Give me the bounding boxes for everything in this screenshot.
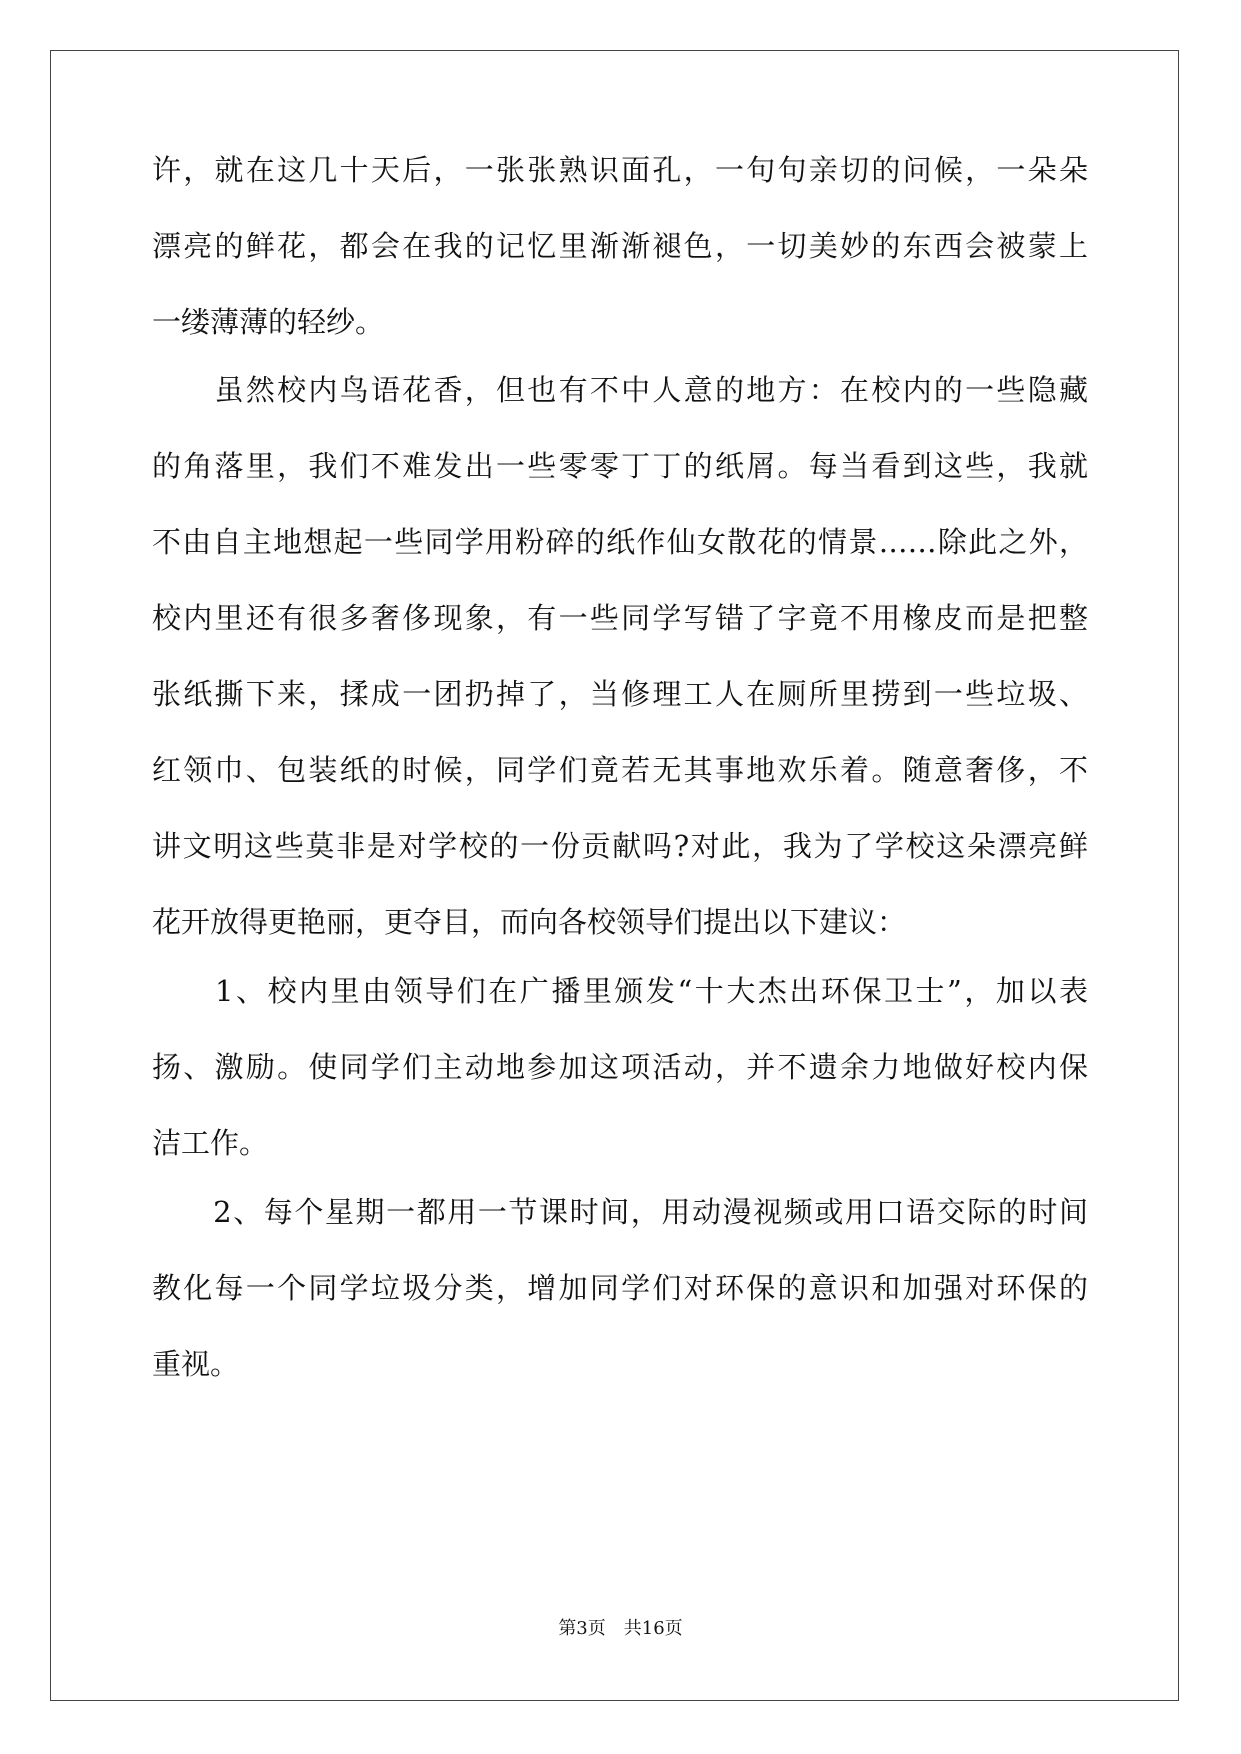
text-line: 一缕薄薄的轻纱。	[152, 305, 385, 339]
text-line: 张纸撕下来，揉成一团扔掉了，当修理工人在厕所里捞到一些垃圾、	[152, 677, 1088, 711]
text-line: 校内里还有很多奢侈现象，有一些同学写错了字竟不用橡皮而是把整	[152, 601, 1088, 635]
text-line: 红领巾、包装纸的时候，同学们竟若无其事地欢乐着。随意奢侈，不	[152, 753, 1088, 787]
text-line: 扬、激励。使同学们主动地参加这项活动，并不遗余力地做好校内保	[152, 1050, 1088, 1084]
text-line: 教化每一个同学垃圾分类，增加同学们对环保的意识和加强对环保的	[152, 1271, 1088, 1305]
text-line: 洁工作。	[152, 1126, 269, 1160]
text-line: 1、校内里由领导们在广播里颁发“十大杰出环保卫士”，加以表	[152, 974, 1088, 1008]
text-line: 漂亮的鲜花，都会在我的记忆里渐渐褪色，一切美妙的东西会被蒙上	[152, 229, 1088, 263]
text-line: 不由自主地想起一些同学用粉碎的纸作仙女散花的情景……除此之外，	[152, 525, 1088, 559]
text-line: 许，就在这几十天后，一张张熟识面孔，一句句亲切的问候，一朵朵	[152, 153, 1088, 187]
text-line: 的角落里，我们不难发出一些零零丁丁的纸屑。每当看到这些，我就	[152, 449, 1088, 483]
text-line: 花开放得更艳丽，更夺目，而向各校领导们提出以下建议：	[152, 905, 907, 939]
text-line: 重视。	[152, 1347, 240, 1381]
text-line: 讲文明这些莫非是对学校的一份贡献吗?对此，我为了学校这朵漂亮鲜	[152, 829, 1088, 863]
text-line: 2、每个星期一都用一节课时间，用动漫视频或用口语交际的时间	[152, 1195, 1088, 1229]
page-border	[50, 50, 1179, 1701]
page-number-footer: 第3页 共16页	[558, 1618, 683, 1639]
text-line: 虽然校内鸟语花香，但也有不中人意的地方：在校内的一些隐藏	[152, 373, 1088, 407]
